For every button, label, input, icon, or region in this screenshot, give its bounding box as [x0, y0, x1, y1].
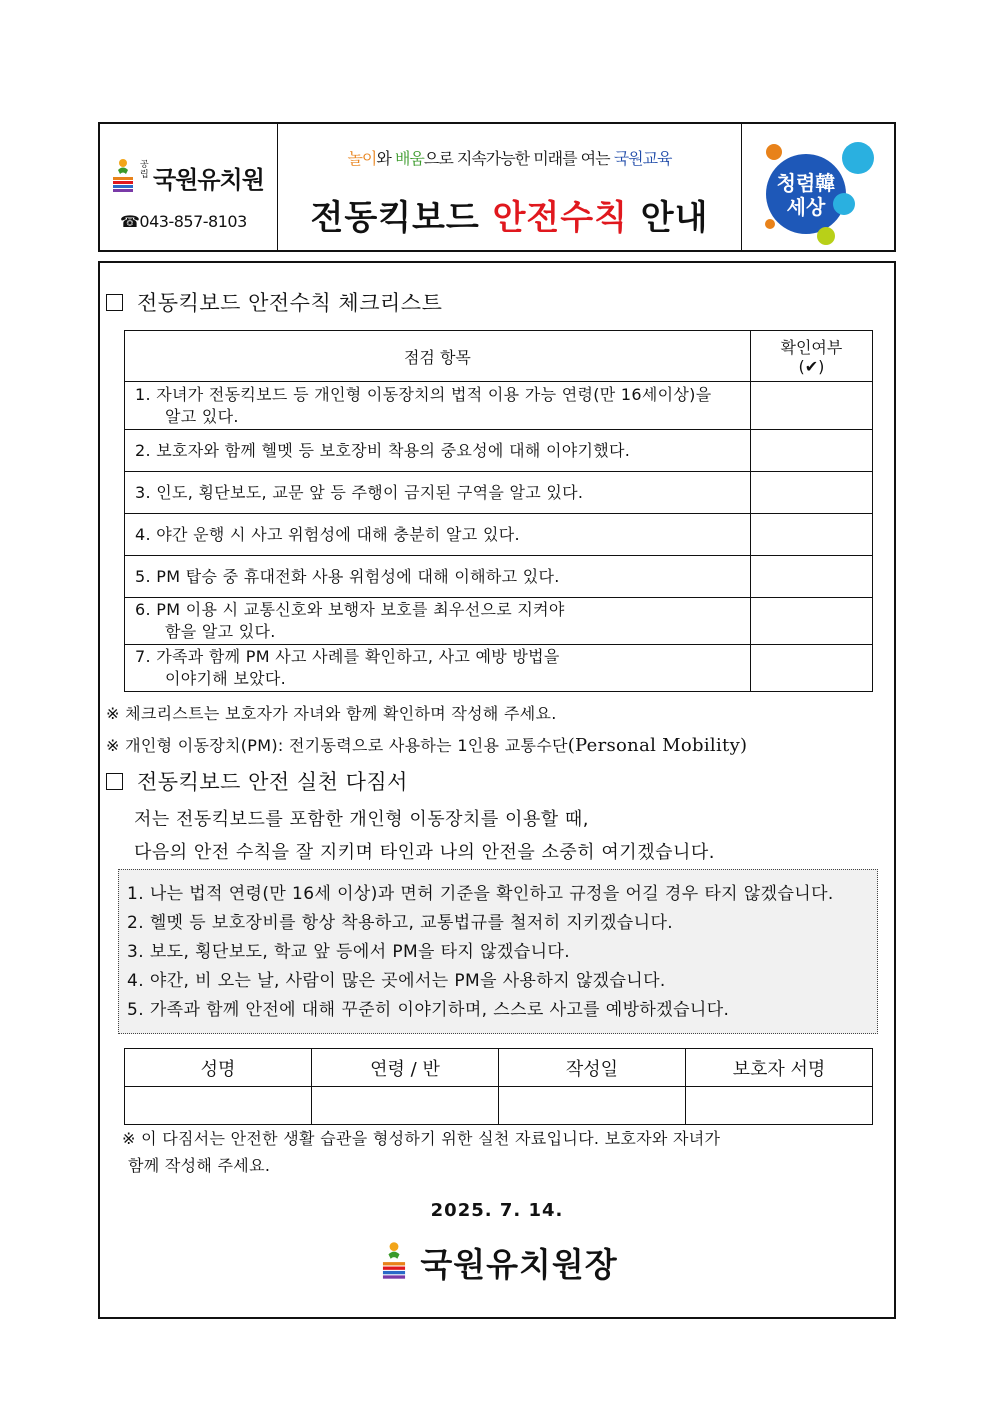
kindergarten-info — [100, 124, 278, 250]
checklist-item: 2. 보호자와 함께 헬멧 등 보호장비 착용의 중요성에 대해 이야기했다. — [125, 430, 751, 472]
table-row — [125, 430, 873, 472]
table-row — [125, 556, 873, 598]
list-item: 1. 나는 법적 연령(만 16세 이상)과 면허 기준을 확인하고 규정을 어길 경우 타지 않겠습니다. — [127, 884, 834, 904]
checklist-note: ※ 체크리스트는 보호자가 자녀와 함께 확인하며 작성해 주세요. — [106, 704, 557, 723]
header-guardian-signature: 보호자 서명 — [686, 1049, 873, 1087]
square-bullet-icon — [106, 773, 123, 790]
check-cell[interactable] — [750, 382, 872, 430]
check-cell[interactable] — [750, 556, 872, 598]
pledge-intro: 저는 전동킥보드를 포함한 개인형 이동장치를 이용할 때, 다음의 안전 수칙을 잘 지키며 타인과 나의 안전을 소중히 여기겠습니다. — [134, 809, 715, 863]
checklist-item: 7. 가족과 함께 PM 사고 사례를 확인하고, 사고 예방 방법을 이야기해 보았다. — [125, 645, 751, 692]
check-cell[interactable] — [750, 430, 872, 472]
guardian-signature-field[interactable] — [686, 1087, 873, 1125]
svg-text:세상: 세상 — [786, 195, 826, 219]
table-row — [125, 598, 873, 645]
phone-number: ☎043-857-8103 — [120, 212, 247, 231]
edu-logo-area — [742, 124, 894, 250]
header-name: 성명 — [125, 1049, 312, 1087]
table-row — [125, 382, 873, 430]
svg-text:청렴韓: 청렴韓 — [776, 171, 836, 195]
signature-table — [124, 1048, 873, 1125]
column-header-item: 점검 항목 — [125, 331, 751, 382]
header-date: 작성일 — [499, 1049, 686, 1087]
checklist-item: 4. 야간 운행 시 사고 위험성에 대해 충분히 알고 있다. — [125, 514, 751, 556]
checklist-table — [124, 330, 873, 692]
age-class-field[interactable] — [312, 1087, 499, 1125]
kindergarten-name: 국원유치원 — [153, 166, 264, 194]
check-cell[interactable] — [750, 514, 872, 556]
kindergarten-logo-icon — [110, 157, 136, 195]
list-item: 4. 야간, 비 오는 날, 사람이 많은 곳에서는 PM을 사용하지 않겠습니다. — [127, 971, 666, 991]
checklist-item: 6. PM 이용 시 교통신호와 보행자 보호를 최우선으로 지켜야 함을 알고 있다. — [125, 598, 751, 645]
checklist-item: 1. 자녀가 전동킥보드 등 개인형 이동장치의 법적 이용 가능 연령(만 16세이상)을 알고 있다. — [125, 382, 751, 430]
square-bullet-icon — [106, 294, 123, 311]
issue-date: 2025. 7. 14. — [430, 1200, 564, 1221]
document-header — [98, 122, 896, 252]
table-row — [125, 472, 873, 514]
check-cell[interactable] — [750, 472, 872, 514]
pledge-list — [118, 869, 878, 1034]
list-item: 2. 헬멧 등 보호장비를 항상 착용하고, 교통법규를 철저히 지키겠습니다. — [127, 913, 674, 933]
check-cell[interactable] — [750, 598, 872, 645]
table-row — [125, 645, 873, 692]
integrity-logo-icon — [754, 132, 884, 247]
document-body — [98, 261, 896, 1319]
pm-definition-note: ※ 개인형 이동장치(PM): 전기동력으로 사용하는 1인용 교통수단(Personal Mobility) — [106, 735, 748, 756]
column-header-check: 확인여부 (✔) — [750, 331, 872, 382]
list-item: 3. 보도, 횡단보도, 학교 앞 등에서 PM을 타지 않겠습니다. — [127, 942, 571, 962]
header-age-class: 연령 / 반 — [312, 1049, 499, 1087]
signer: 국원유치원장 — [100, 1239, 894, 1286]
table-row — [125, 514, 873, 556]
signature-note: ※ 이 다짐서는 안전한 생활 습관을 형성하기 위한 실천 자료입니다. 보호자와 자녀가 함께 작성해 주세요. — [122, 1129, 721, 1175]
name-field[interactable] — [125, 1087, 312, 1125]
pledge-heading: 전동킥보드 안전 실천 다짐서 — [106, 766, 408, 796]
date-field[interactable] — [499, 1087, 686, 1125]
header-title-area — [278, 124, 742, 250]
list-item: 5. 가족과 함께 안전에 대해 꾸준히 이야기하며, 스스로 사고를 예방하겠습니다. — [127, 1000, 730, 1020]
checklist-heading: 전동킥보드 안전수칙 체크리스트 — [106, 287, 442, 317]
check-cell[interactable] — [750, 645, 872, 692]
slogan: 놀이와 배움으로 지속가능한 미래를 여는 국원교육 — [347, 149, 672, 168]
page-title: 전동킥보드 안전수칙 안내 — [310, 198, 709, 238]
checklist-item: 3. 인도, 횡단보도, 교문 앞 등 주행이 금지된 구역을 알고 있다. — [125, 472, 751, 514]
checklist-item: 5. PM 탑승 중 휴대전화 사용 위험성에 대해 이해하고 있다. — [125, 556, 751, 598]
public-label: 공립 — [140, 160, 149, 180]
kindergarten-logo-icon — [376, 1240, 412, 1282]
